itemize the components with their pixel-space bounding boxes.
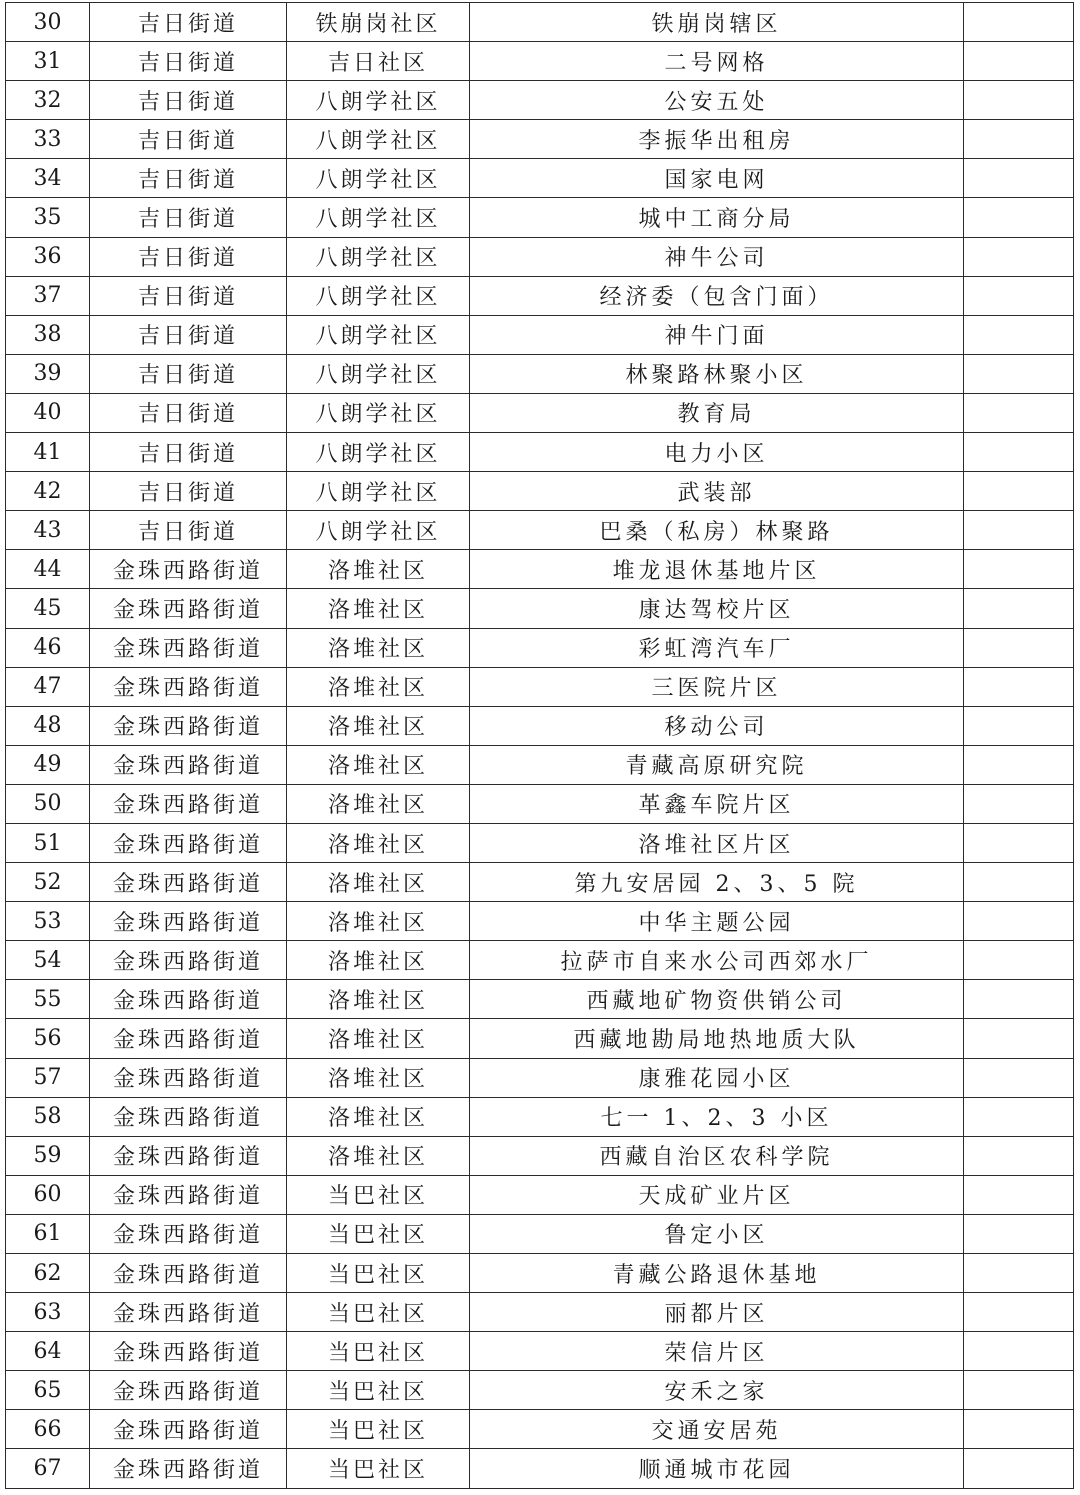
table-row xyxy=(6,1254,1074,1293)
note-cell xyxy=(964,1371,1074,1410)
street-cell: 金珠西路街道 xyxy=(90,589,287,628)
row-number-cell: 47 xyxy=(6,667,90,706)
community-cell: 洛堆社区 xyxy=(287,550,470,589)
row-number-cell: 51 xyxy=(6,823,90,862)
community-cell: 铁崩岗社区 xyxy=(287,3,470,42)
row-number-cell: 33 xyxy=(6,120,90,159)
row-number-cell: 37 xyxy=(6,276,90,315)
area-cell: 顺通城市花园 xyxy=(470,1449,964,1488)
street-cell: 金珠西路街道 xyxy=(90,667,287,706)
area-cell: 神牛门面 xyxy=(470,315,964,354)
area-cell: 三医院片区 xyxy=(470,667,964,706)
table-row xyxy=(6,1058,1074,1097)
row-number-cell: 35 xyxy=(6,198,90,237)
area-cell: 西藏自治区农科学院 xyxy=(470,1136,964,1175)
community-cell: 吉日社区 xyxy=(287,42,470,81)
table-row xyxy=(6,393,1074,432)
table-row xyxy=(6,1214,1074,1253)
area-cell: 青藏公路退休基地 xyxy=(470,1254,964,1293)
row-number-cell: 52 xyxy=(6,863,90,902)
row-number-cell: 49 xyxy=(6,745,90,784)
table-row xyxy=(6,863,1074,902)
table-row xyxy=(6,159,1074,198)
area-cell: 教育局 xyxy=(470,393,964,432)
street-cell: 金珠西路街道 xyxy=(90,1449,287,1488)
area-cell: 鲁定小区 xyxy=(470,1214,964,1253)
street-cell: 吉日街道 xyxy=(90,120,287,159)
street-cell: 吉日街道 xyxy=(90,237,287,276)
row-number-cell: 44 xyxy=(6,550,90,589)
street-cell: 吉日街道 xyxy=(90,472,287,511)
community-cell: 洛堆社区 xyxy=(287,1097,470,1136)
note-cell xyxy=(964,589,1074,628)
table-row xyxy=(6,784,1074,823)
community-cell: 当巴社区 xyxy=(287,1449,470,1488)
area-cell: 安禾之家 xyxy=(470,1371,964,1410)
table-row xyxy=(6,81,1074,120)
row-number-cell: 62 xyxy=(6,1254,90,1293)
area-cell: 中华主题公园 xyxy=(470,902,964,941)
area-table xyxy=(5,2,1074,1489)
community-cell: 八朗学社区 xyxy=(287,198,470,237)
row-number-cell: 66 xyxy=(6,1410,90,1449)
community-cell: 洛堆社区 xyxy=(287,628,470,667)
area-cell: 第九安居园 2、3、5 院 xyxy=(470,863,964,902)
community-cell: 洛堆社区 xyxy=(287,706,470,745)
community-cell: 八朗学社区 xyxy=(287,81,470,120)
table-row xyxy=(6,1175,1074,1214)
community-cell: 八朗学社区 xyxy=(287,433,470,472)
street-cell: 吉日街道 xyxy=(90,3,287,42)
note-cell xyxy=(964,980,1074,1019)
community-cell: 洛堆社区 xyxy=(287,863,470,902)
area-cell: 李振华出租房 xyxy=(470,120,964,159)
area-cell: 七一 1、2、3 小区 xyxy=(470,1097,964,1136)
area-cell: 西藏地勘局地热地质大队 xyxy=(470,1019,964,1058)
note-cell xyxy=(964,745,1074,784)
row-number-cell: 30 xyxy=(6,3,90,42)
community-cell: 洛堆社区 xyxy=(287,667,470,706)
community-cell: 当巴社区 xyxy=(287,1332,470,1371)
area-cell: 荣信片区 xyxy=(470,1332,964,1371)
street-cell: 吉日街道 xyxy=(90,276,287,315)
area-cell: 武装部 xyxy=(470,472,964,511)
community-cell: 八朗学社区 xyxy=(287,159,470,198)
area-cell: 神牛公司 xyxy=(470,237,964,276)
area-cell: 康雅花园小区 xyxy=(470,1058,964,1097)
street-cell: 金珠西路街道 xyxy=(90,980,287,1019)
table-row xyxy=(6,1449,1074,1488)
table-row xyxy=(6,3,1074,42)
row-number-cell: 55 xyxy=(6,980,90,1019)
community-cell: 洛堆社区 xyxy=(287,1019,470,1058)
community-cell: 洛堆社区 xyxy=(287,823,470,862)
row-number-cell: 40 xyxy=(6,393,90,432)
community-cell: 八朗学社区 xyxy=(287,237,470,276)
note-cell xyxy=(964,198,1074,237)
street-cell: 金珠西路街道 xyxy=(90,1136,287,1175)
area-cell: 电力小区 xyxy=(470,433,964,472)
community-cell: 洛堆社区 xyxy=(287,941,470,980)
row-number-cell: 46 xyxy=(6,628,90,667)
note-cell xyxy=(964,1058,1074,1097)
row-number-cell: 43 xyxy=(6,511,90,550)
community-cell: 八朗学社区 xyxy=(287,276,470,315)
community-cell: 当巴社区 xyxy=(287,1293,470,1332)
table-row xyxy=(6,1410,1074,1449)
area-cell: 堆龙退休基地片区 xyxy=(470,550,964,589)
table-row xyxy=(6,276,1074,315)
table-row xyxy=(6,550,1074,589)
table-row xyxy=(6,589,1074,628)
table-row xyxy=(6,237,1074,276)
table-row xyxy=(6,42,1074,81)
street-cell: 金珠西路街道 xyxy=(90,1254,287,1293)
street-cell: 吉日街道 xyxy=(90,433,287,472)
area-cell: 城中工商分局 xyxy=(470,198,964,237)
table-row xyxy=(6,902,1074,941)
street-cell: 吉日街道 xyxy=(90,198,287,237)
area-cell: 经济委（包含门面） xyxy=(470,276,964,315)
street-cell: 金珠西路街道 xyxy=(90,1332,287,1371)
table-row xyxy=(6,980,1074,1019)
row-number-cell: 61 xyxy=(6,1214,90,1253)
table-row xyxy=(6,472,1074,511)
table-row xyxy=(6,120,1074,159)
row-number-cell: 65 xyxy=(6,1371,90,1410)
row-number-cell: 58 xyxy=(6,1097,90,1136)
street-cell: 金珠西路街道 xyxy=(90,1410,287,1449)
area-cell: 彩虹湾汽车厂 xyxy=(470,628,964,667)
row-number-cell: 42 xyxy=(6,472,90,511)
note-cell xyxy=(964,667,1074,706)
area-cell: 洛堆社区片区 xyxy=(470,823,964,862)
community-cell: 八朗学社区 xyxy=(287,354,470,393)
note-cell xyxy=(964,237,1074,276)
table-row xyxy=(6,1019,1074,1058)
area-cell: 康达驾校片区 xyxy=(470,589,964,628)
row-number-cell: 31 xyxy=(6,42,90,81)
street-cell: 金珠西路街道 xyxy=(90,863,287,902)
note-cell xyxy=(964,1175,1074,1214)
table-row xyxy=(6,1371,1074,1410)
note-cell xyxy=(964,472,1074,511)
row-number-cell: 67 xyxy=(6,1449,90,1488)
note-cell xyxy=(964,1293,1074,1332)
note-cell xyxy=(964,159,1074,198)
community-cell: 洛堆社区 xyxy=(287,784,470,823)
street-cell: 金珠西路街道 xyxy=(90,745,287,784)
note-cell xyxy=(964,1332,1074,1371)
area-cell: 二号网格 xyxy=(470,42,964,81)
row-number-cell: 48 xyxy=(6,706,90,745)
street-cell: 吉日街道 xyxy=(90,315,287,354)
street-cell: 吉日街道 xyxy=(90,393,287,432)
street-cell: 吉日街道 xyxy=(90,354,287,393)
table-row xyxy=(6,433,1074,472)
table-body xyxy=(6,3,1074,1489)
community-cell: 洛堆社区 xyxy=(287,980,470,1019)
street-cell: 金珠西路街道 xyxy=(90,628,287,667)
community-cell: 八朗学社区 xyxy=(287,120,470,159)
note-cell xyxy=(964,902,1074,941)
area-cell: 铁崩岗辖区 xyxy=(470,3,964,42)
row-number-cell: 59 xyxy=(6,1136,90,1175)
row-number-cell: 60 xyxy=(6,1175,90,1214)
row-number-cell: 32 xyxy=(6,81,90,120)
community-cell: 洛堆社区 xyxy=(287,745,470,784)
table-row xyxy=(6,667,1074,706)
row-number-cell: 41 xyxy=(6,433,90,472)
note-cell xyxy=(964,315,1074,354)
community-cell: 当巴社区 xyxy=(287,1371,470,1410)
table-row xyxy=(6,628,1074,667)
area-cell: 丽都片区 xyxy=(470,1293,964,1332)
table-row xyxy=(6,745,1074,784)
note-cell xyxy=(964,784,1074,823)
street-cell: 金珠西路街道 xyxy=(90,1097,287,1136)
note-cell xyxy=(964,276,1074,315)
community-cell: 洛堆社区 xyxy=(287,1058,470,1097)
community-cell: 当巴社区 xyxy=(287,1214,470,1253)
street-cell: 吉日街道 xyxy=(90,42,287,81)
table-row xyxy=(6,823,1074,862)
note-cell xyxy=(964,863,1074,902)
community-cell: 洛堆社区 xyxy=(287,1136,470,1175)
note-cell xyxy=(964,1214,1074,1253)
row-number-cell: 39 xyxy=(6,354,90,393)
note-cell xyxy=(964,81,1074,120)
area-cell: 国家电网 xyxy=(470,159,964,198)
street-cell: 金珠西路街道 xyxy=(90,1293,287,1332)
community-cell: 洛堆社区 xyxy=(287,902,470,941)
row-number-cell: 34 xyxy=(6,159,90,198)
note-cell xyxy=(964,1254,1074,1293)
table-row xyxy=(6,1332,1074,1371)
note-cell xyxy=(964,511,1074,550)
table-row xyxy=(6,1293,1074,1332)
row-number-cell: 64 xyxy=(6,1332,90,1371)
street-cell: 金珠西路街道 xyxy=(90,706,287,745)
community-cell: 当巴社区 xyxy=(287,1175,470,1214)
community-cell: 八朗学社区 xyxy=(287,393,470,432)
row-number-cell: 56 xyxy=(6,1019,90,1058)
community-cell: 八朗学社区 xyxy=(287,315,470,354)
table-row xyxy=(6,706,1074,745)
row-number-cell: 38 xyxy=(6,315,90,354)
street-cell: 金珠西路街道 xyxy=(90,784,287,823)
street-cell: 金珠西路街道 xyxy=(90,1214,287,1253)
community-cell: 当巴社区 xyxy=(287,1410,470,1449)
street-cell: 金珠西路街道 xyxy=(90,1175,287,1214)
note-cell xyxy=(964,354,1074,393)
street-cell: 吉日街道 xyxy=(90,81,287,120)
row-number-cell: 53 xyxy=(6,902,90,941)
row-number-cell: 45 xyxy=(6,589,90,628)
area-cell: 天成矿业片区 xyxy=(470,1175,964,1214)
street-cell: 金珠西路街道 xyxy=(90,1019,287,1058)
note-cell xyxy=(964,42,1074,81)
area-cell: 拉萨市自来水公司西郊水厂 xyxy=(470,941,964,980)
table-row xyxy=(6,198,1074,237)
note-cell xyxy=(964,1136,1074,1175)
street-cell: 吉日街道 xyxy=(90,159,287,198)
community-cell: 八朗学社区 xyxy=(287,511,470,550)
row-number-cell: 63 xyxy=(6,1293,90,1332)
street-cell: 金珠西路街道 xyxy=(90,902,287,941)
area-cell: 林聚路林聚小区 xyxy=(470,354,964,393)
note-cell xyxy=(964,1019,1074,1058)
note-cell xyxy=(964,941,1074,980)
area-cell: 青藏高原研究院 xyxy=(470,745,964,784)
row-number-cell: 36 xyxy=(6,237,90,276)
area-cell: 西藏地矿物资供销公司 xyxy=(470,980,964,1019)
note-cell xyxy=(964,550,1074,589)
note-cell xyxy=(964,433,1074,472)
note-cell xyxy=(964,1410,1074,1449)
note-cell xyxy=(964,706,1074,745)
area-cell: 交通安居苑 xyxy=(470,1410,964,1449)
note-cell xyxy=(964,1449,1074,1488)
note-cell xyxy=(964,823,1074,862)
street-cell: 金珠西路街道 xyxy=(90,823,287,862)
table-row xyxy=(6,315,1074,354)
street-cell: 吉日街道 xyxy=(90,511,287,550)
row-number-cell: 54 xyxy=(6,941,90,980)
row-number-cell: 50 xyxy=(6,784,90,823)
community-cell: 八朗学社区 xyxy=(287,472,470,511)
street-cell: 金珠西路街道 xyxy=(90,1058,287,1097)
table-row xyxy=(6,941,1074,980)
note-cell xyxy=(964,1097,1074,1136)
row-number-cell: 57 xyxy=(6,1058,90,1097)
table-row xyxy=(6,511,1074,550)
area-cell: 革鑫车院片区 xyxy=(470,784,964,823)
area-cell: 移动公司 xyxy=(470,706,964,745)
table-row xyxy=(6,1097,1074,1136)
street-cell: 金珠西路街道 xyxy=(90,550,287,589)
table-row xyxy=(6,354,1074,393)
note-cell xyxy=(964,3,1074,42)
community-cell: 洛堆社区 xyxy=(287,589,470,628)
street-cell: 金珠西路街道 xyxy=(90,941,287,980)
area-cell: 公安五处 xyxy=(470,81,964,120)
community-cell: 当巴社区 xyxy=(287,1254,470,1293)
table-row xyxy=(6,1136,1074,1175)
note-cell xyxy=(964,628,1074,667)
note-cell xyxy=(964,120,1074,159)
area-cell: 巴桑（私房）林聚路 xyxy=(470,511,964,550)
note-cell xyxy=(964,393,1074,432)
street-cell: 金珠西路街道 xyxy=(90,1371,287,1410)
